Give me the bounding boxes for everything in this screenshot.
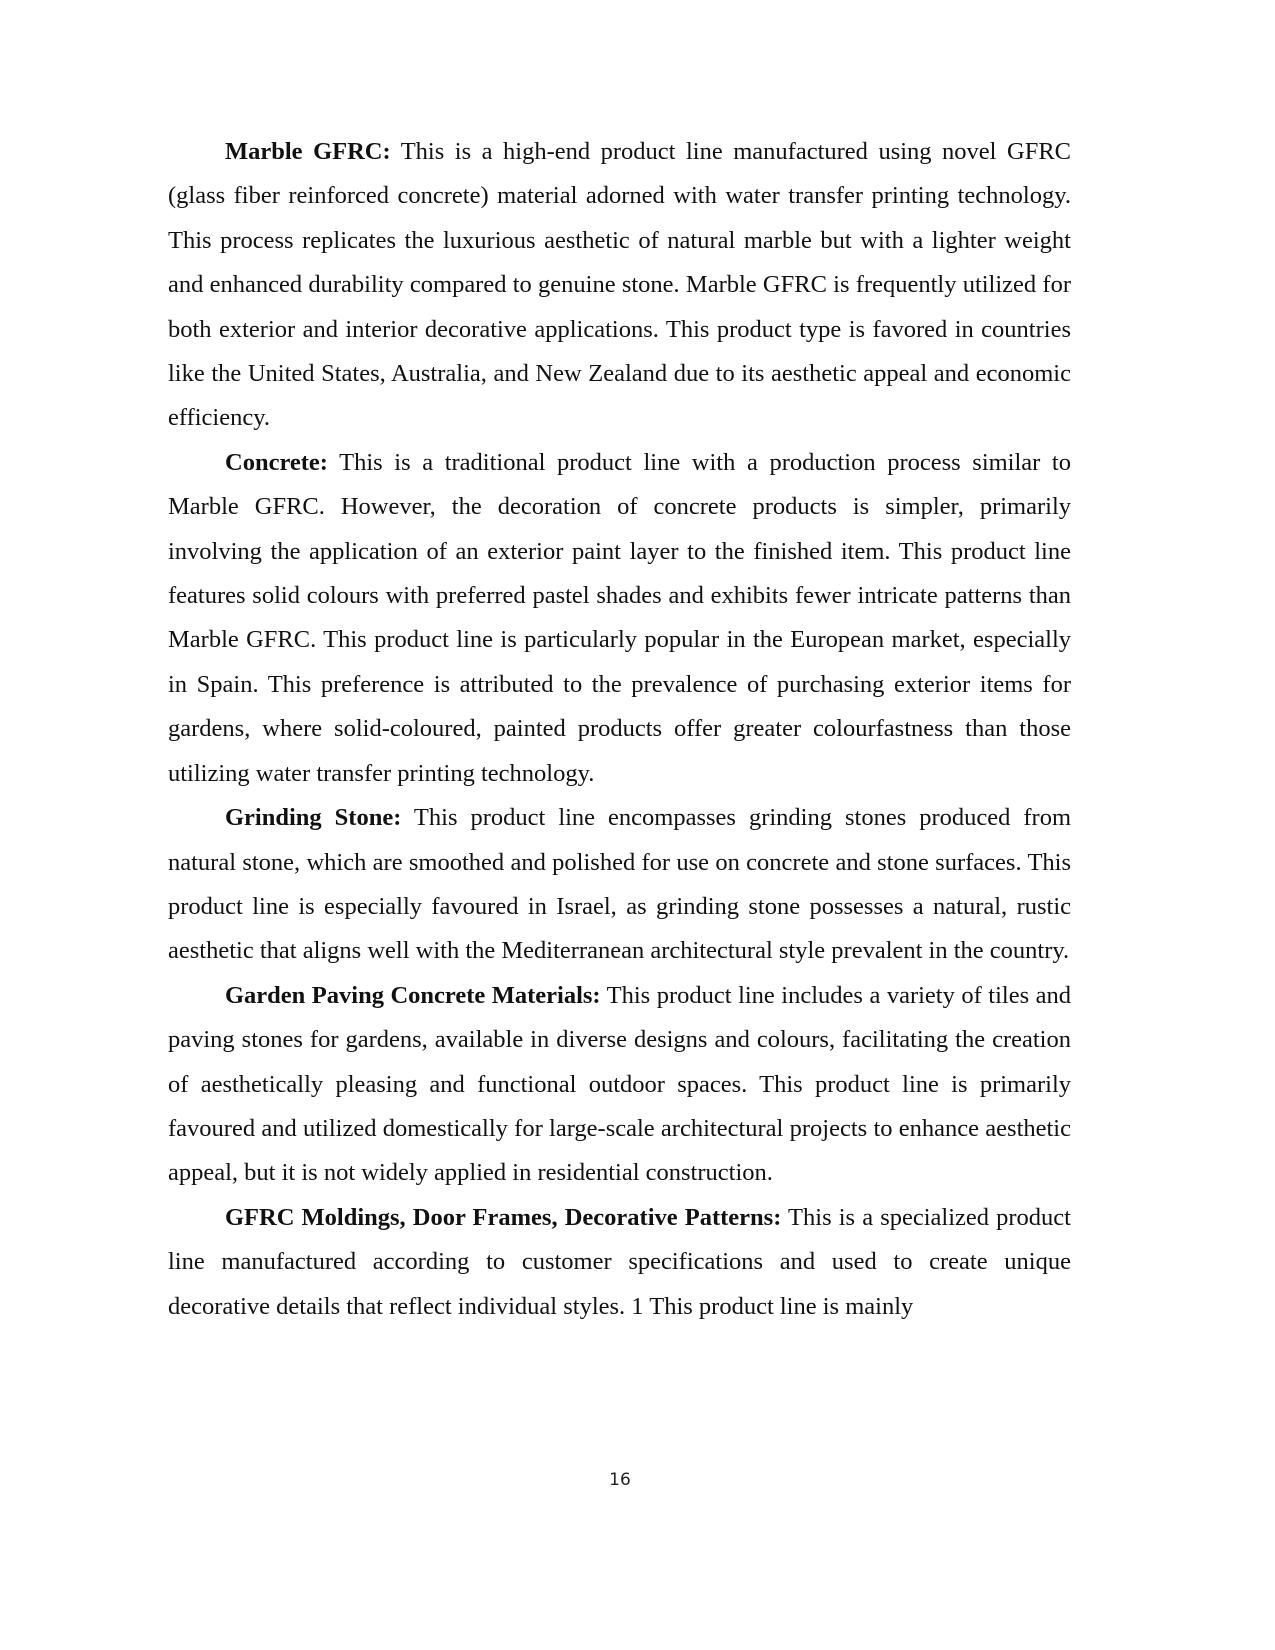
paragraph-grinding-stone [168, 796, 1071, 974]
paragraph-heading: Marble GFRC: [225, 138, 391, 165]
paragraph-heading: Concrete: [225, 448, 328, 476]
paragraph-text: This is a high-end product line manufactured using novel GFRC (glass fiber reinforced concrete) material adorned with water transfer printing technology. This process replicates the luxurious aesthetic of natural marble but with a lighter weight and enhanced durability compared to genuine stone. Marble GFRC is frequently utilized for both exterior and interior decorative applications. This product type is favored in countries like the United States, Australia, and New Zealand due to its aesthetic appeal and economic efficiency. [168, 138, 1071, 432]
paragraph-heading: Garden Paving Concrete Materials: [225, 981, 601, 1009]
page-number: 16 [609, 1470, 631, 1490]
paragraph-text: This product line encompasses grinding stones produced from natural stone, which are smoothed and polished for use on concrete and stone surfaces. This product line is especially favoured in Israel, as grinding stone possesses a natural, rustic aesthetic that aligns well with the Mediterranean architectural style prevalent in the country. [168, 804, 1072, 965]
paragraph-concrete [168, 441, 1071, 796]
paragraph-heading: GFRC Moldings, Door Frames, Decorative Patterns: [225, 1203, 782, 1231]
paragraph-text: This is a traditional product line with a production process similar to Marble GFRC. However, the decoration of concrete products is simpler, primarily involving the application of an exterior paint layer to the finished item. This product line features solid colours with preferred pastel shades and exhibits fewer intricate patterns than Marble GFRC. This product line is particularly popular in the European market, especially in Spain. This preference is attributed to the prevalence of purchasing exterior items for gardens, where solid-coloured, painted products offer greater colourfastness than those utilizing water transfer printing technology. [168, 448, 1071, 787]
paragraph-heading: Grinding Stone: [225, 804, 402, 832]
document-body [168, 130, 1071, 1329]
paragraph-marble-gfrc [168, 130, 1071, 441]
paragraph-text: This product line includes a variety of tiles and paving stones for gardens, available in diverse designs and colours, facilitating the creation of aesthetically pleasing and functional outdoor spaces. This product line is primarily favoured and utilized domestically for large-scale architectural projects to enhance aesthetic appeal, but it is not widely applied in residential construction. [168, 981, 1071, 1187]
paragraph-garden-paving [168, 974, 1071, 1196]
paragraph-text: This is a specialized product line manufactured according to customer specifications and used to create unique decorative details that reflect individual styles. 1 This product line is mainly [168, 1203, 1071, 1320]
paragraph-gfrc-moldings [168, 1196, 1071, 1329]
